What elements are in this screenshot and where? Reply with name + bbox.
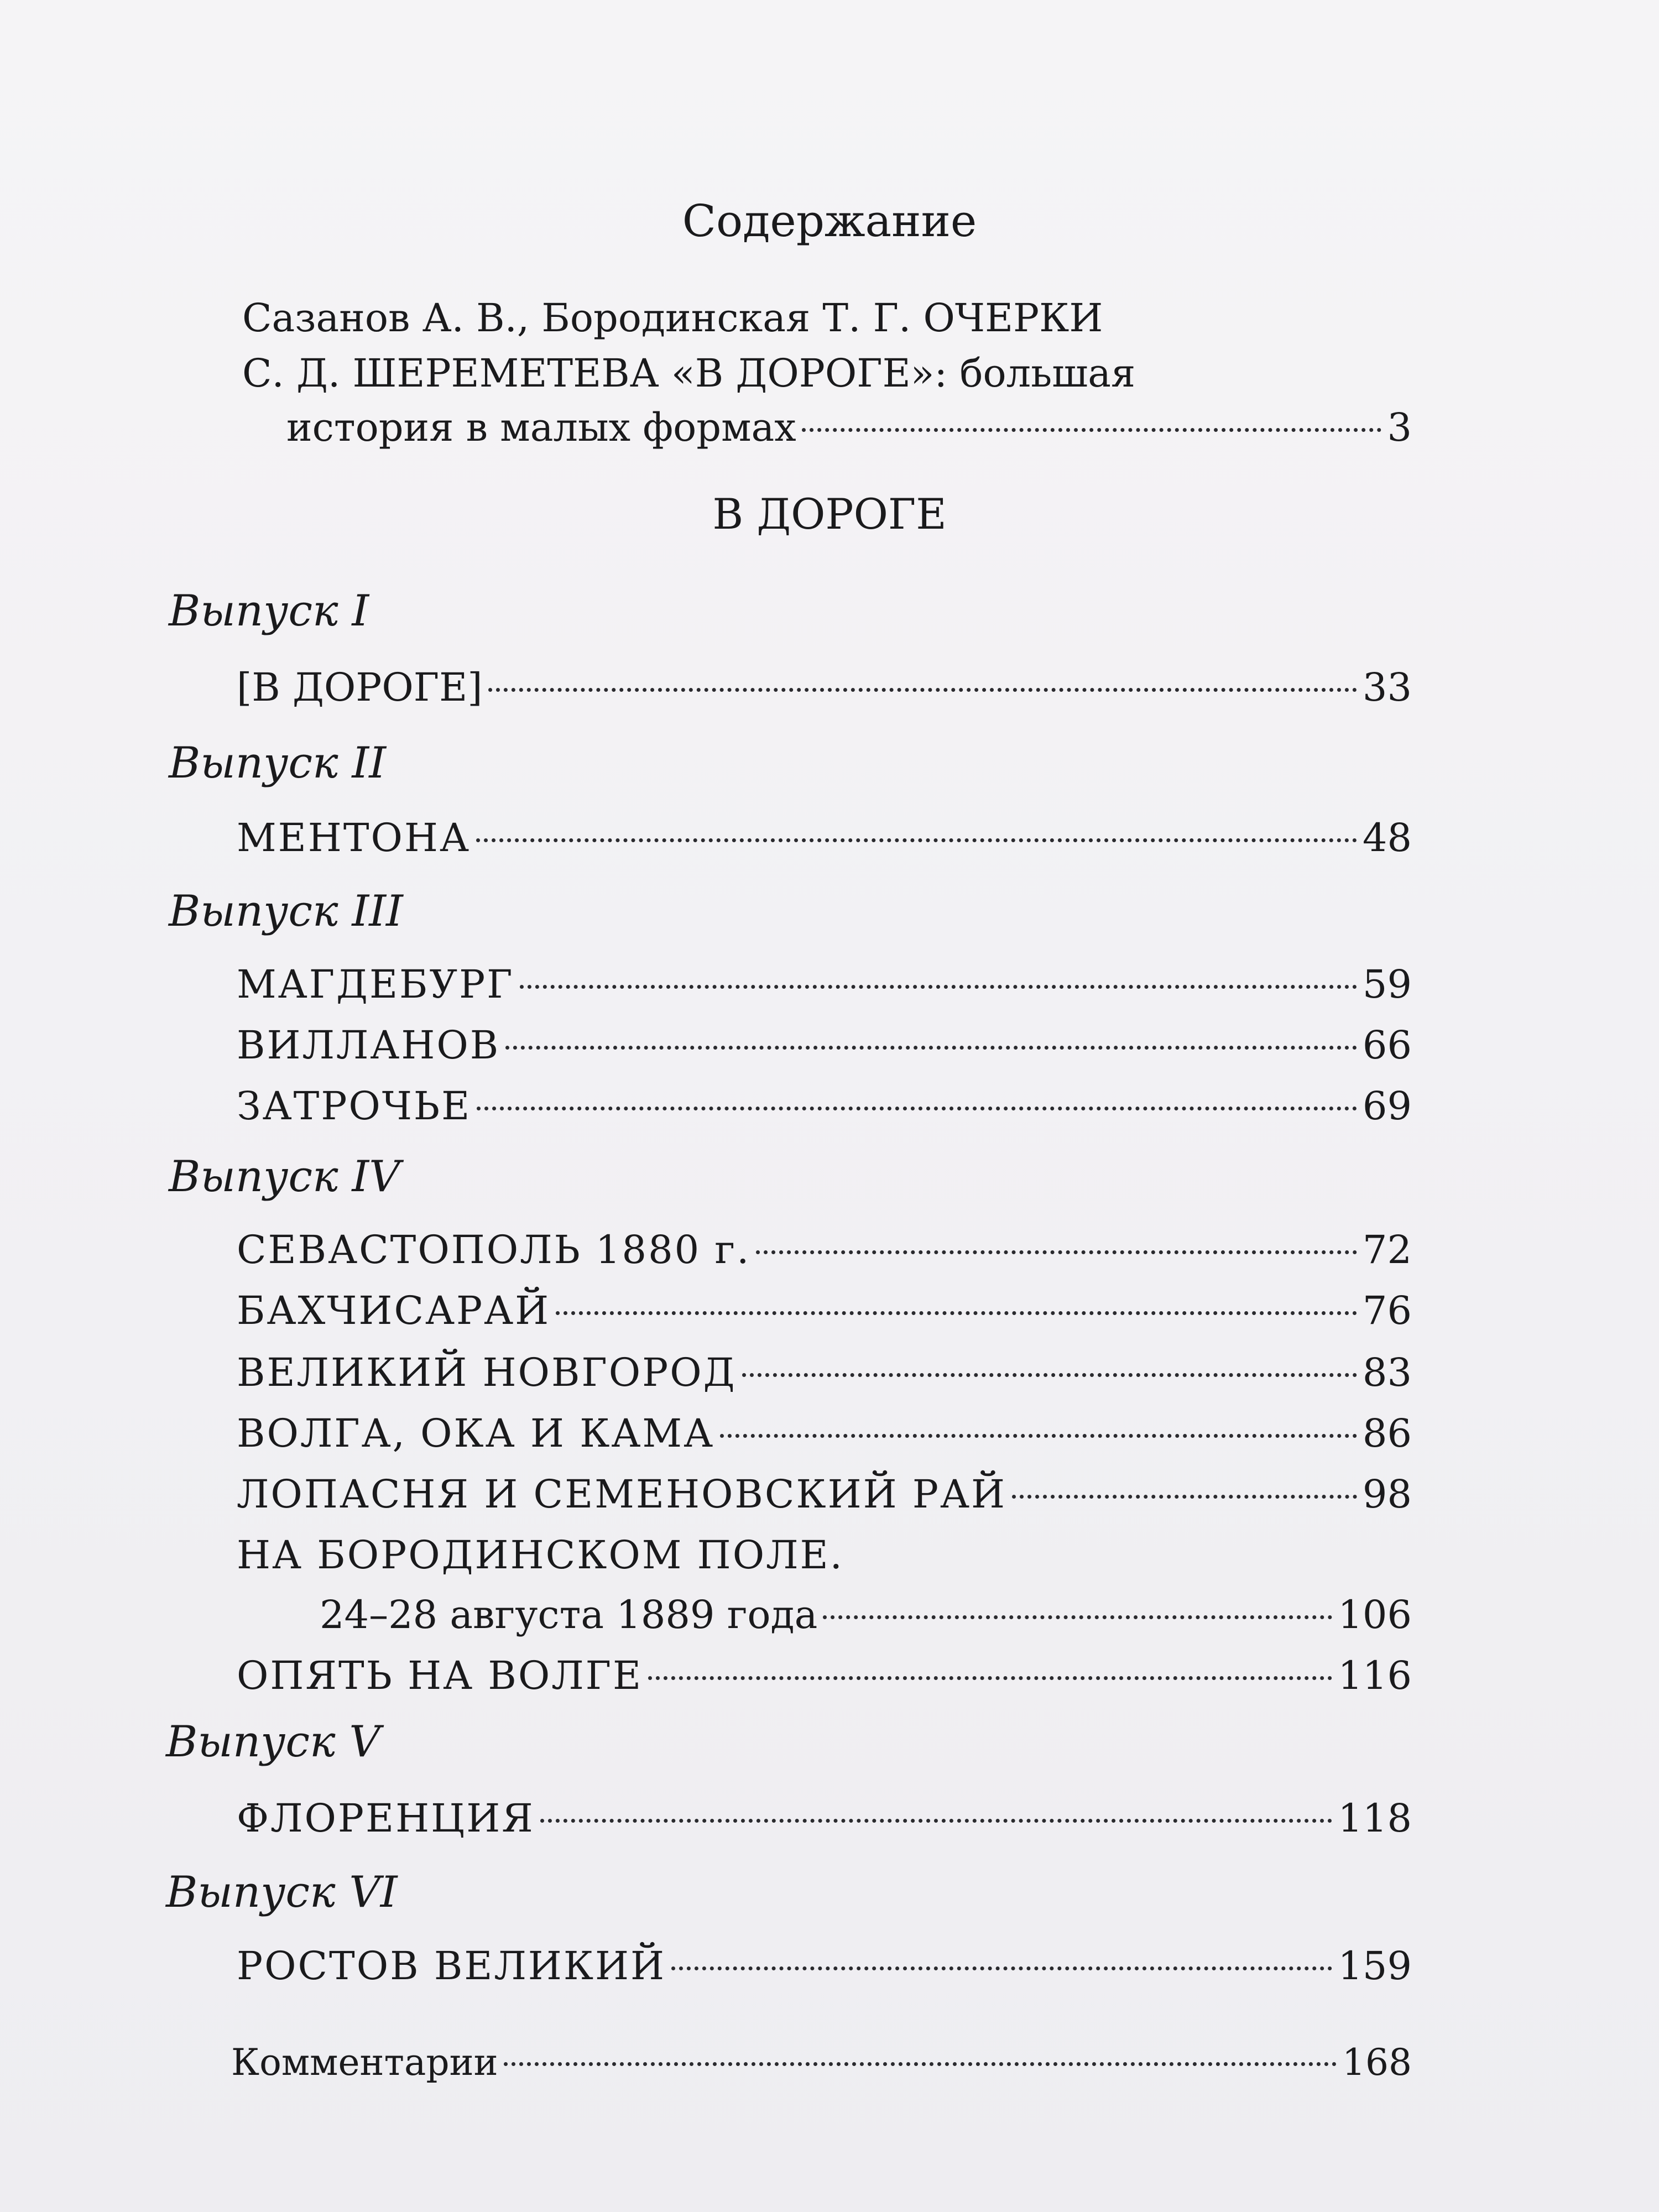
dot-leader xyxy=(802,428,1382,432)
page-number: 69 xyxy=(1362,1083,1412,1129)
toc-entry[interactable] xyxy=(237,1078,1412,1134)
dot-leader xyxy=(648,1676,1332,1680)
toc-entry[interactable] xyxy=(237,1791,1412,1846)
issue-label-2: Выпуск II xyxy=(169,738,387,788)
entry-title: ВИЛЛАНОВ xyxy=(237,1022,500,1068)
issue-label-5: Выпуск V xyxy=(166,1717,380,1767)
dot-leader xyxy=(488,688,1357,692)
toc-entry[interactable] xyxy=(237,660,1412,715)
intro-line-1: Сазанов А. В., Бородинская Т. Г. ОЧЕРКИ xyxy=(242,295,1103,341)
page-number: 3 xyxy=(1387,405,1412,450)
page-number: 59 xyxy=(1362,962,1412,1007)
intro-line-2: С. Д. ШЕРЕМЕТЕВА «В ДОРОГЕ»: большая xyxy=(242,351,1136,396)
page-number: 83 xyxy=(1362,1350,1412,1395)
entry-title: ФЛОРЕНЦИЯ xyxy=(237,1796,535,1841)
toc-entry-intro[interactable] xyxy=(286,400,1412,455)
entry-title-multiline: НА БОРОДИНСКОМ ПОЛЕ. xyxy=(237,1532,844,1578)
toc-title: Содержание xyxy=(682,195,977,247)
toc-entry-comments[interactable] xyxy=(231,2035,1412,2090)
dot-leader xyxy=(756,1250,1357,1254)
dot-leader xyxy=(1012,1495,1357,1499)
issue-label-3: Выпуск III xyxy=(169,886,403,936)
toc-entry[interactable] xyxy=(237,1222,1412,1277)
entry-title: история в малых формах xyxy=(286,405,796,450)
entry-title: ЗАТРОЧЬЕ xyxy=(237,1083,472,1129)
entry-title: Комментарии xyxy=(231,2041,498,2084)
page-number: 168 xyxy=(1342,2041,1412,2084)
dot-leader xyxy=(742,1373,1357,1377)
toc-entry[interactable] xyxy=(237,1467,1412,1522)
page-number: 98 xyxy=(1362,1472,1412,1517)
page-number: 118 xyxy=(1338,1796,1412,1841)
page-number: 33 xyxy=(1362,665,1412,710)
dot-leader xyxy=(823,1615,1332,1619)
entry-title: СЕВАСТОПОЛЬ 1880 г. xyxy=(237,1227,751,1272)
entry-title: ВЕЛИКИЙ НОВГОРОД xyxy=(237,1350,737,1395)
dot-leader xyxy=(505,1046,1357,1050)
toc-entry[interactable] xyxy=(237,1406,1412,1461)
page-number: 106 xyxy=(1338,1592,1412,1637)
toc-entry[interactable] xyxy=(237,1283,1412,1338)
page-number: 159 xyxy=(1338,1943,1412,1989)
dot-leader xyxy=(504,2062,1337,2066)
dot-leader xyxy=(540,1819,1333,1823)
entry-title: ВОЛГА, ОКА И КАМА xyxy=(237,1411,715,1456)
entry-title: ОПЯТЬ НА ВОЛГЕ xyxy=(237,1653,643,1698)
toc-entry[interactable] xyxy=(237,1018,1412,1073)
page-number: 48 xyxy=(1362,815,1412,860)
entry-title: МЕНТОНА xyxy=(237,815,471,860)
toc-entry[interactable] xyxy=(237,1345,1412,1400)
toc-entry[interactable] xyxy=(237,957,1412,1012)
entry-title: РОСТОВ ВЕЛИКИЙ xyxy=(237,1943,666,1989)
entry-title: МАГДЕБУРГ xyxy=(237,962,514,1007)
toc-entry[interactable] xyxy=(237,810,1412,865)
entry-title: [В ДОРОГЕ] xyxy=(237,665,483,710)
page-number: 76 xyxy=(1362,1288,1412,1333)
page-number: 86 xyxy=(1362,1411,1412,1456)
toc-entry[interactable] xyxy=(237,1938,1412,1994)
page-number: 72 xyxy=(1362,1227,1412,1272)
toc-entry[interactable] xyxy=(237,1648,1412,1703)
dot-leader xyxy=(520,985,1357,989)
dot-leader xyxy=(556,1311,1357,1315)
entry-subtitle: 24–28 августа 1889 года xyxy=(320,1592,818,1637)
issue-label-4: Выпуск IV xyxy=(169,1152,400,1202)
dot-leader xyxy=(477,1107,1357,1110)
issue-label-6: Выпуск VI xyxy=(166,1867,398,1917)
toc-entry[interactable] xyxy=(320,1587,1412,1642)
page-number: 116 xyxy=(1338,1653,1412,1698)
issue-label-1: Выпуск I xyxy=(169,586,369,636)
page-number: 66 xyxy=(1362,1022,1412,1068)
entry-title: БАХЧИСАРАЙ xyxy=(237,1288,551,1333)
dot-leader xyxy=(476,838,1357,842)
dot-leader xyxy=(671,1966,1332,1970)
dot-leader xyxy=(720,1434,1357,1438)
section-heading: В ДОРОГЕ xyxy=(712,489,947,539)
entry-title: ЛОПАСНЯ И СЕМЕНОВСКИЙ РАЙ xyxy=(237,1472,1007,1517)
